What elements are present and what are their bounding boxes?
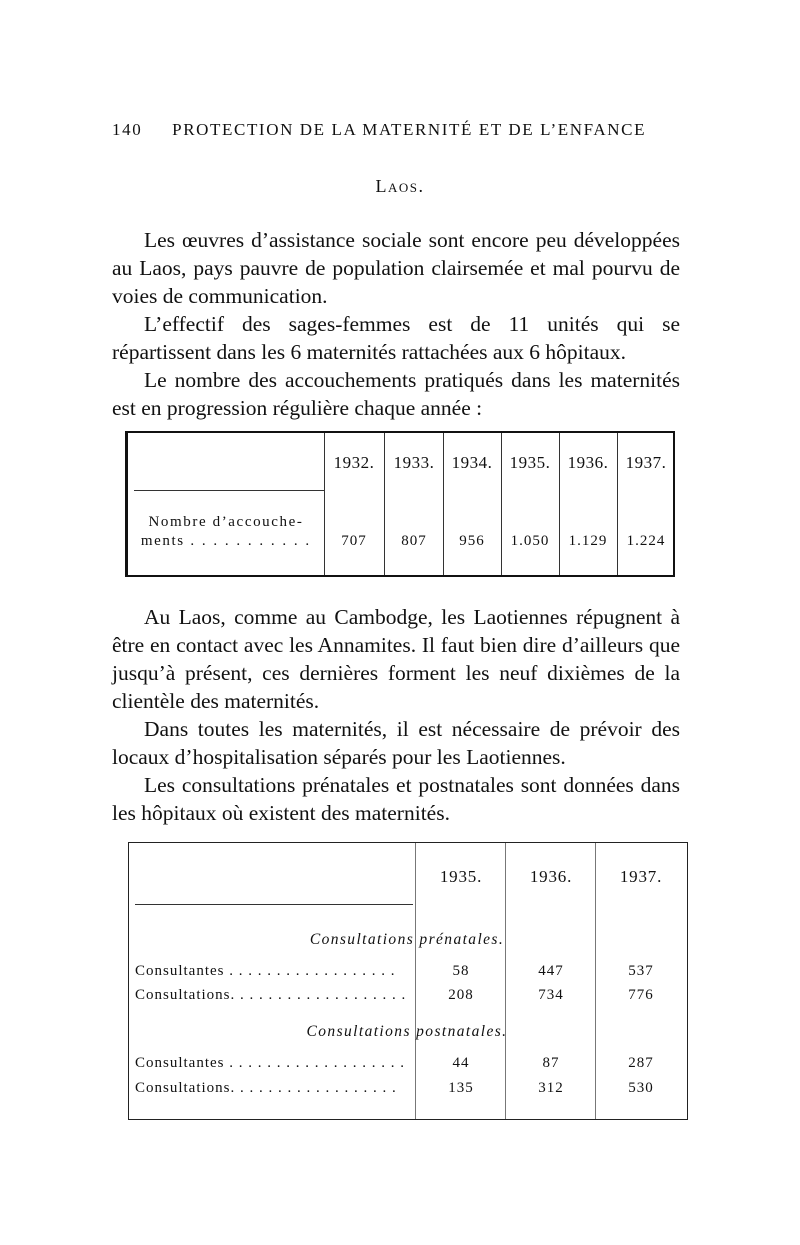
paragraph-consultations: Les consultations prénatales et postnatales sont données dans les hôpitaux où existent des maternités. — [112, 773, 680, 825]
table1-value-cell: 956 — [459, 533, 485, 549]
table1-header-cell: 1933. — [393, 453, 435, 472]
table2-value-cell: 44 — [452, 1055, 470, 1071]
table2-value-cell: 776 — [628, 987, 654, 1003]
table2-header-cell: 1937. — [619, 867, 663, 886]
paragraph-laotiennes: Au Laos, comme au Cambodge, les Laotiennes répugnent à être en contact avec les Annamites. Il faut bien dire d’ailleurs que jusqu’à présent, ces dernières forment les neuf dixièmes de la clientèle des maternités. — [112, 605, 680, 713]
paragraph-sages-femmes: L’effectif des sages-femmes est de 11 unités qui se répartissent dans les 6 maternités rattachées aux 6 hôpitaux. — [112, 312, 680, 364]
paragraph-assistance: Les œuvres d’assistance sociale sont encore peu développées au Laos, pays pauvre de population clairsemée et mal pourvu de voies de communication. — [112, 228, 680, 308]
table2-section-heading: Consultations prénatales. — [309, 931, 505, 948]
table2-header-cell: 1935. — [439, 867, 483, 886]
table2-value-cell: 312 — [538, 1080, 564, 1096]
table1-value-cell: 1.129 — [568, 533, 608, 549]
table1-header-cell: 1937. — [625, 453, 667, 472]
paragraph-hospitalisation: Dans toutes les maternités, il est nécessaire de prévoir des locaux d’hospitalisation séparés pour les Laotiennes. — [112, 717, 680, 769]
table2-row-label: Consultantes . . . . . . . . . . . . . . . . . . . — [135, 1055, 405, 1071]
table2-value-cell: 530 — [628, 1080, 654, 1096]
table1-value-cell: 1.224 — [626, 533, 666, 549]
table2-row-label: Consultations. . . . . . . . . . . . . . . . . . . — [135, 987, 407, 1003]
table2-value-cell: 208 — [448, 987, 474, 1003]
section-title: Laos. — [375, 176, 425, 196]
table-consultations — [128, 842, 688, 1120]
table2-value-cell: 537 — [628, 963, 654, 979]
table1-header-cell: 1932. — [333, 453, 375, 472]
paragraph-accouchements: Le nombre des accouchements pratiqués dans les maternités est en progression régulière chaque année : — [112, 368, 680, 420]
table1-header-cell: 1935. — [509, 453, 551, 472]
table1-header-cell: 1936. — [567, 453, 609, 472]
table2-section-heading: Consultations postnatales. — [306, 1023, 508, 1040]
table2-value-cell: 87 — [542, 1055, 560, 1071]
table2-value-cell: 287 — [628, 1055, 654, 1071]
table2-value-cell: 135 — [448, 1080, 474, 1096]
running-header — [112, 120, 682, 140]
table2-value-cell: 58 — [452, 963, 470, 979]
page-number: 140 — [112, 120, 143, 139]
running-title: PROTECTION DE LA MATERNITÉ ET DE L’ENFANCE — [172, 120, 647, 139]
table1-value-cell: 1.050 — [510, 533, 550, 549]
table2-value-cell: 734 — [538, 987, 564, 1003]
table2-row-label: Consultantes . . . . . . . . . . . . . . . . . . — [135, 963, 396, 979]
table2-row-label: Consultations. . . . . . . . . . . . . . . . . . — [135, 1080, 397, 1096]
table2-header-cell: 1936. — [529, 867, 573, 886]
table1-value-cell: 807 — [401, 533, 427, 549]
table2-value-cell: 447 — [538, 963, 564, 979]
table1-row-label: Nombre d’accouche- ments . . . . . . . . . . . — [140, 514, 312, 549]
table1-value-cell: 707 — [341, 533, 367, 549]
table-accouchements — [125, 431, 675, 577]
table1-header-cell: 1934. — [451, 453, 493, 472]
